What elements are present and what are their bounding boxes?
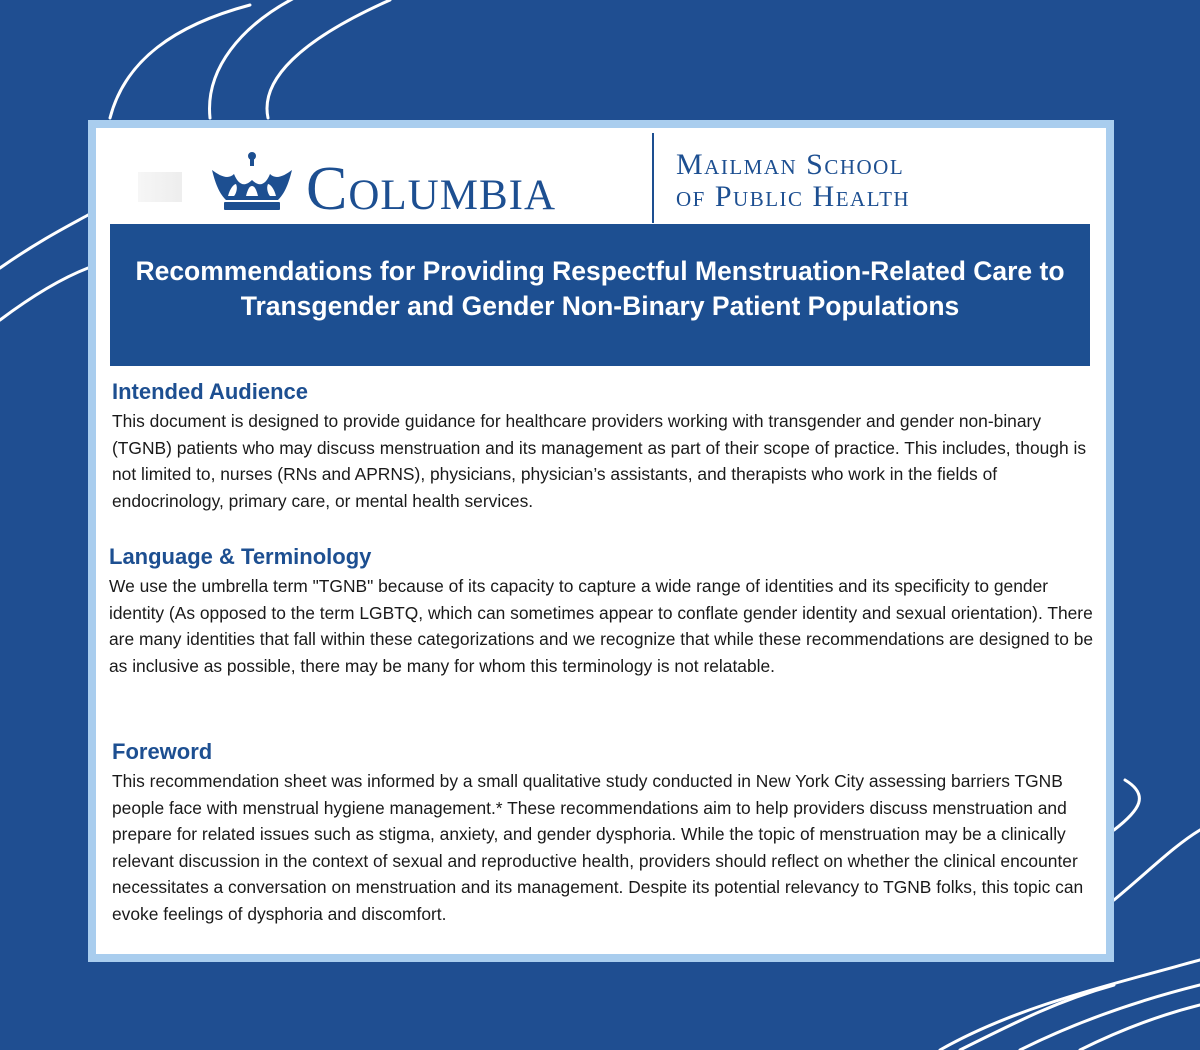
bg-line-left-2 <box>0 268 88 320</box>
logo-header <box>96 128 1106 228</box>
document-title: Recommendations for Providing Respectful Menstruation-Related Care to Transgender and Gender Non-Binary Patient Populations <box>135 256 1065 321</box>
section-body: This document is designed to provide guidance for healthcare providers working with transgender and gender non-binary (TGNB) patients who may discuss menstruation and its management as part of their scope of practice. This includes, though is not limited to, nurses (RNs and APRNS), physicians, physician’s assistants, and therapists who work in the fields of endocrinology, primary care, or mental health services. <box>112 411 1087 511</box>
bg-line-right-2 <box>1114 830 1200 900</box>
section-intended-audience <box>112 378 1102 514</box>
section-foreword <box>112 738 1102 928</box>
school-name-line-2: of Public Health <box>676 180 911 213</box>
faded-logo-mark <box>138 172 182 202</box>
section-heading: Intended Audience <box>112 379 308 404</box>
section-body: This recommendation sheet was informed by a small qualitative study conducted in New York City assessing barriers TGNB people face with menstrual hygiene management.* These recommendations aim to help providers discuss menstruation and prepare for related issues such as stigma, anxiety, and gender dysphoria. While the topic of menstruation may be a clinically relevant discussion in the context of sexual and reproductive health, providers should reflect on whether the clinical encounter necessitates a conversation on menstruation and its management. Despite its potential relevancy to TGNB folks, this topic can evoke feelings of dysphoria and discomfort. <box>112 771 1084 924</box>
bg-line-bottom-4 <box>1080 1005 1200 1050</box>
bg-line-bottom-1 <box>940 960 1200 1050</box>
logo-divider <box>652 133 654 223</box>
school-name-line-1: Mailman School <box>676 148 905 181</box>
section-heading: Language & Terminology <box>109 544 372 569</box>
bg-line-bottom-3 <box>1020 985 1200 1050</box>
bg-line-right-1 <box>1114 780 1139 830</box>
bg-line-top-1 <box>110 5 250 118</box>
section-language-terminology <box>109 543 1099 679</box>
crown-icon <box>206 150 298 214</box>
bg-line-top-2 <box>210 0 300 118</box>
bg-line-left-1 <box>0 215 88 268</box>
title-banner <box>110 224 1090 366</box>
columbia-wordmark: Columbia <box>306 155 557 223</box>
section-heading: Foreword <box>112 739 213 764</box>
school-name <box>676 150 910 212</box>
section-body: We use the umbrella term "TGNB" because of its capacity to capture a wide range of identities and its specificity to gender identity (As opposed to the term LGBTQ, which can sometimes appear to conflate gender identity and sexual orientation). There are many identities that fall within these categorizations and we recognize that while these recommendations are designed to be as inclusive as possible, there may be many for whom this terminology is not relatable. <box>109 576 1094 676</box>
document-card <box>88 120 1114 962</box>
bg-line-top-3 <box>267 0 390 118</box>
